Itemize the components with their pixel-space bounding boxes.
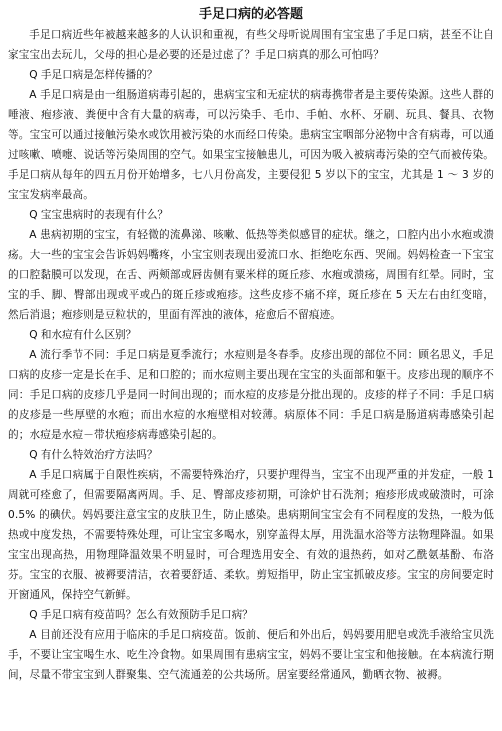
paragraph: A 手足口病是由一组肠道病毒引起的，患病宝宝和无症状的病毒携带者是主要传染源。这些人群的唾液、疱疹液、粪便中含有大量的病毒，可以污染手、毛巾、手帕、水杯、牙刷、玩具、餐具、衣物等。宝宝可以通过接触污染水或饮用被污染的水而经口传染。患病宝宝咽部分泌物中含有病毒，可以通过咳嗽、喷嚏、说话等污染周围的空气。如果宝宝接触患儿，可因为吸入被病毒污染的空气而被传染。手足口病从每年的四五月份开始增多，七八月份高发，主要侵犯 5 岁以下的宝宝，尤其是 1 ～ 3 岁的宝宝发病率最高。 — [8, 89, 494, 201]
paragraph: A 目前还没有应用于临床的手足口病疫苗。饭前、便后和外出后，妈妈要用肥皂或洗手液给宝贝洗手，不要让宝宝喝生水、吃生冷食物。如果周围有患病宝宝，妈妈不要让宝宝和他接触。在本病流行期间，尽量不带宝宝到人群聚集、空气流通差的公共场所。居室要经常通风，勤晒衣物、被褥。 — [8, 629, 494, 681]
paragraph: A 手足口病属于自限性疾病，不需要特殊治疗，只要护理得当，宝宝不出现严重的并发症，一般 1 周就可痊愈了，但需要隔离两周。手、足、臀部皮疹初期，可涂炉甘石洗剂；疱疹形成或破溃时，可涂 0.5% 的碘伏。妈妈要注意宝宝的皮肤卫生，防止感染。患病期间宝宝会有不同程度的发热，一般为低热或中度发热，不需要特殊处理，可让宝宝多喝水，别穿盖得太厚，用洗温水浴等方法物理降温。如果宝宝出现高热，用物理降温效果不明显时，可合理选用安全、有效的退热药，如对乙酰氨基酚、布洛芬。宝宝的衣服、被褥要清洁，衣着要舒适、柔软。剪短指甲，防止宝宝抓破皮疹。宝宝的房间要定时开窗通风，保持空气新鲜。 — [8, 469, 494, 601]
question-heading: Q 手足口病有疫苗吗？怎么有效预防手足口病？ — [29, 609, 253, 621]
paragraph: A 患病初期的宝宝，有轻微的流鼻涕、咳嗽、低热等类似感冒的症状。继之，口腔内出小水疱或溃疡。大一些的宝宝会告诉妈妈嘴疼，小宝宝则表现出爱流口水、拒绝吃东西、哭闹。妈妈检查一下宝宝的口腔黏膜可以发现，在舌、两颊部或唇齿侧有粟米样的斑丘疹、水疱或溃疡，周围有红晕。同时，宝宝的手、脚、臀部出现或平或凸的斑丘疹或疱疹。这些皮疹不痛不痒，斑丘疹在 5 天左右由红变暗，然后消退；疱疹则是豆粒状的，里面有浑浊的液体，疮愈后不留痕迹。 — [8, 229, 494, 321]
page-title: 手足口病的必答题 — [198, 7, 303, 22]
question-heading: Q 手足口病是怎样传播的？ — [29, 69, 158, 81]
question-heading: Q 宝宝患病时的表现有什么？ — [29, 209, 169, 221]
paragraph: 手足口病近些年被越来越多的人认识和重视，有些父母听说周围有宝宝患了手足口病，甚至不让自家宝宝出去玩儿，父母的担心是必要的还是过虑了？手足口病真的那么可怕吗？ — [8, 29, 494, 61]
paragraph: A 流行季节不同：手足口病是夏季流行；水痘则是冬春季。皮疹出现的部位不同：顾名思义，手足口病的皮疹一定是长在手、足和口腔的；而水痘则主要出现在宝宝的头面部和躯干。皮疹出现的顺序不同：手足口病的皮疹几乎是同一时间出现的；而水痘的皮疹是分批出现的。皮疹的样子不同：手足口病的皮疹是一些厚壁的水疱；而出水痘的水疱壁相对较薄。病原体不同：手足口病是肠道病毒感染引起的；水痘是水痘－带状疱疹病毒感染引起的。 — [8, 349, 494, 441]
question-heading: Q 和水痘有什么区别？ — [29, 329, 137, 341]
question-heading: Q 有什么特效治疗方法吗？ — [29, 449, 158, 461]
article-body — [8, 25, 494, 685]
